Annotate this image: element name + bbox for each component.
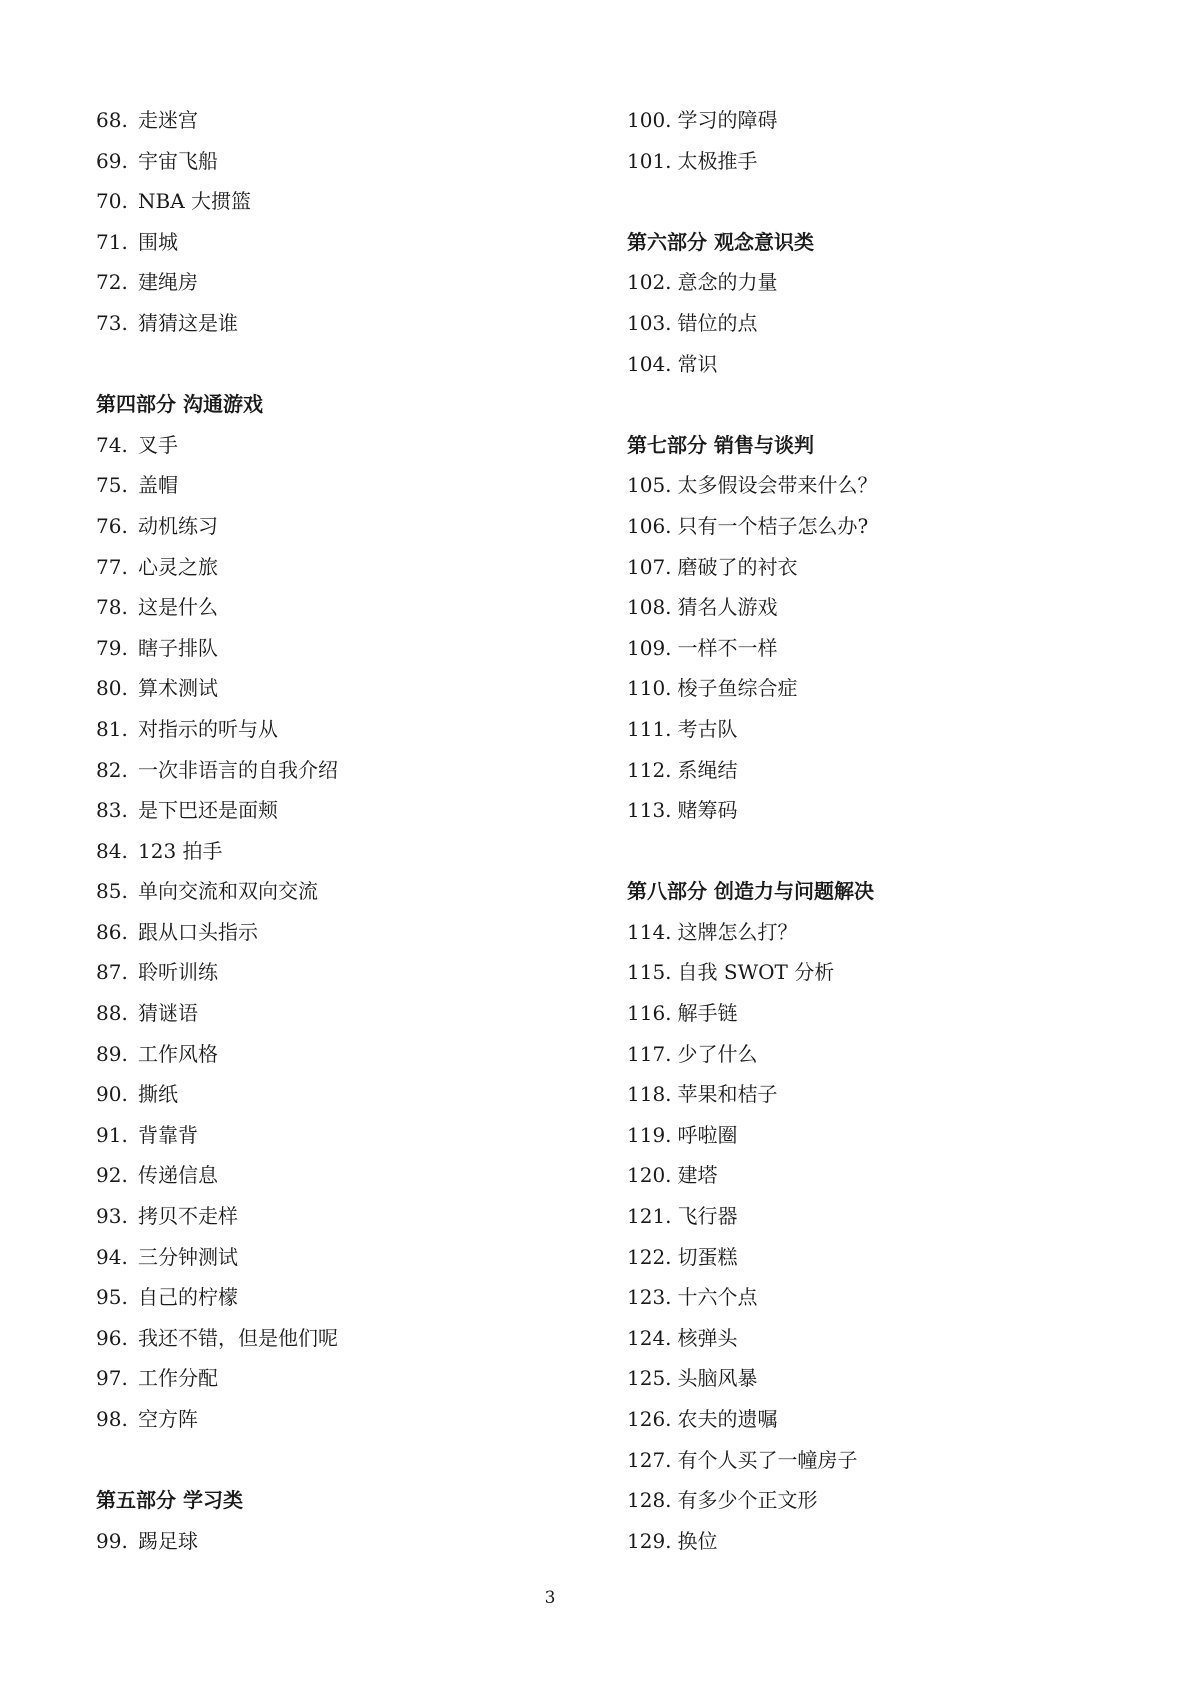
- spacer: [627, 384, 1147, 425]
- item-title: 太极推手: [677, 148, 758, 173]
- item-title: 猜猜这是谁: [138, 310, 238, 335]
- list-item: [96, 1358, 616, 1399]
- item-number: 118.: [627, 1082, 672, 1107]
- list-item: [96, 912, 616, 953]
- item-number: 102.: [627, 270, 672, 295]
- list-item: [627, 993, 1147, 1034]
- item-number: 70.: [96, 189, 128, 214]
- item-number: 111.: [627, 716, 672, 741]
- spacer: [96, 1440, 616, 1481]
- item-number: 69.: [96, 148, 128, 173]
- item-title: 换位: [677, 1528, 718, 1553]
- list-item: [627, 1358, 1147, 1399]
- item-title: 有个人买了一幢房子: [677, 1447, 858, 1472]
- item-number: 103.: [627, 310, 672, 335]
- list-item: [96, 1521, 616, 1562]
- spacer: [627, 831, 1147, 872]
- item-number: 100.: [627, 108, 672, 132]
- item-number: 113.: [627, 798, 672, 823]
- item-title: 猜名人游戏: [677, 595, 778, 620]
- item-title: 心灵之旅: [138, 554, 218, 579]
- list-item: [96, 587, 616, 628]
- item-number: 129.: [627, 1528, 672, 1553]
- list-item: [627, 547, 1147, 588]
- item-title: 赌筹码: [677, 798, 738, 823]
- item-title: 呼啦圈: [677, 1122, 738, 1147]
- item-title: 学习的障碍: [677, 108, 778, 132]
- item-title: 核弹头: [677, 1325, 738, 1350]
- item-number: 89.: [96, 1041, 128, 1066]
- item-title: 单向交流和双向交流: [138, 879, 318, 904]
- item-number: 77.: [96, 554, 128, 579]
- list-item: [96, 303, 616, 344]
- list-item: [96, 506, 616, 547]
- item-title: 切蛋糕: [677, 1244, 738, 1269]
- item-number: 125.: [627, 1366, 672, 1391]
- item-number: 99.: [96, 1528, 128, 1553]
- item-number: 101.: [627, 148, 672, 173]
- item-number: 119.: [627, 1122, 672, 1147]
- item-number: 115.: [627, 960, 672, 985]
- item-number: 108.: [627, 595, 672, 620]
- list-item: [627, 1237, 1147, 1278]
- item-number: 74.: [96, 432, 128, 457]
- list-item: [96, 790, 616, 831]
- list-item: [627, 1440, 1147, 1481]
- list-item: [627, 709, 1147, 750]
- item-title: 聆听训练: [138, 960, 218, 985]
- item-title: 意念的力量: [677, 270, 778, 295]
- item-title: 拷贝不走样: [138, 1204, 238, 1229]
- item-title: 传递信息: [138, 1163, 218, 1188]
- item-title: 工作风格: [138, 1041, 218, 1066]
- list-item: [96, 1318, 616, 1359]
- item-number: 112.: [627, 757, 672, 782]
- list-item: [627, 952, 1147, 993]
- item-number: 85.: [96, 879, 128, 904]
- item-number: 72.: [96, 270, 128, 295]
- section-heading: 第七部分 销售与谈判: [627, 432, 814, 457]
- item-number: 81.: [96, 716, 128, 741]
- item-title: 飞行器: [677, 1204, 738, 1229]
- item-title: 考古队: [677, 716, 738, 741]
- list-item: [96, 1399, 616, 1440]
- item-title: 头脑风暴: [677, 1366, 758, 1391]
- list-item: [627, 1034, 1147, 1075]
- item-title: 农夫的遗嘱: [677, 1407, 778, 1431]
- item-title: 这是什么: [138, 595, 218, 620]
- item-number: 78.: [96, 595, 128, 620]
- item-number: 76.: [96, 513, 128, 538]
- item-number: 73.: [96, 310, 128, 335]
- list-item: [96, 1237, 616, 1278]
- list-item: [627, 668, 1147, 709]
- item-title: 撕纸: [138, 1082, 178, 1107]
- list-item: [627, 262, 1147, 303]
- item-number: 106.: [627, 513, 672, 538]
- item-number: 109.: [627, 635, 672, 660]
- item-number: 90.: [96, 1082, 128, 1107]
- item-title: 空方阵: [138, 1407, 198, 1431]
- item-number: 75.: [96, 473, 128, 498]
- list-item: [627, 1074, 1147, 1115]
- item-title: 十六个点: [677, 1285, 758, 1310]
- list-item: [96, 547, 616, 588]
- item-number: 97.: [96, 1366, 128, 1391]
- list-item: [627, 303, 1147, 344]
- item-number: 79.: [96, 635, 128, 660]
- right-column: [627, 100, 1147, 1561]
- item-number: 94.: [96, 1244, 128, 1269]
- list-item: [627, 1399, 1147, 1440]
- item-number: 95.: [96, 1285, 128, 1310]
- item-title: 我还不错，但是他们呢: [138, 1325, 338, 1350]
- item-number: 83.: [96, 798, 128, 823]
- list-item: [627, 1115, 1147, 1156]
- item-number: 123.: [627, 1285, 672, 1310]
- item-number: 84.: [96, 838, 128, 863]
- list-item: [627, 1318, 1147, 1359]
- item-number: 124.: [627, 1325, 672, 1350]
- spacer: [96, 344, 616, 385]
- item-title: 三分钟测试: [138, 1244, 238, 1269]
- item-number: 105.: [627, 473, 672, 498]
- item-number: 80.: [96, 676, 128, 701]
- list-item: [96, 993, 616, 1034]
- list-item: [96, 465, 616, 506]
- list-item: [96, 952, 616, 993]
- item-number: 92.: [96, 1163, 128, 1188]
- item-number: 104.: [627, 351, 672, 376]
- item-number: 91.: [96, 1122, 128, 1147]
- item-title: 梭子鱼综合症: [677, 676, 798, 701]
- item-title: 动机练习: [138, 513, 218, 538]
- item-number: 68.: [96, 108, 128, 132]
- list-item: [627, 465, 1147, 506]
- item-title: 走迷宫: [138, 108, 198, 132]
- item-title: 建塔: [677, 1163, 718, 1188]
- item-title: 少了什么: [677, 1041, 758, 1066]
- item-title: 系绳结: [677, 757, 738, 782]
- list-item: [96, 141, 616, 182]
- list-item: [96, 222, 616, 263]
- list-item: [627, 750, 1147, 791]
- item-title: 这牌怎么打？: [677, 919, 798, 944]
- item-title: 叉手: [138, 432, 178, 457]
- list-item: [96, 1034, 616, 1075]
- item-number: 86.: [96, 919, 128, 944]
- item-title: 有多少个正文形: [677, 1488, 818, 1513]
- item-number: 122.: [627, 1244, 672, 1269]
- list-item: [96, 262, 616, 303]
- item-number: 120.: [627, 1163, 672, 1188]
- item-title: 对指示的听与从: [138, 716, 278, 741]
- item-number: 110.: [627, 676, 672, 701]
- item-title: 太多假设会带来什么？: [677, 473, 878, 498]
- list-item: [627, 628, 1147, 669]
- item-title: 解手链: [677, 1001, 738, 1026]
- item-number: 126.: [627, 1407, 672, 1431]
- item-number: 82.: [96, 757, 128, 782]
- item-title: 工作分配: [138, 1366, 218, 1391]
- section-heading: 第六部分 观念意识类: [627, 229, 814, 254]
- item-title: 跟从口头指示: [138, 919, 258, 944]
- item-title: NBA 大掼篮: [138, 189, 251, 214]
- list-item: [627, 1277, 1147, 1318]
- item-title: 盖帽: [138, 473, 178, 498]
- item-title: 围城: [138, 229, 178, 254]
- item-number: 93.: [96, 1204, 128, 1229]
- item-number: 128.: [627, 1488, 672, 1513]
- item-title: 苹果和桔子: [677, 1082, 778, 1107]
- list-item: [627, 100, 1147, 141]
- list-item: [96, 628, 616, 669]
- item-title: 猜谜语: [138, 1001, 198, 1026]
- list-item: [96, 750, 616, 791]
- list-item: [96, 1074, 616, 1115]
- item-number: 71.: [96, 229, 128, 254]
- item-title: 宇宙飞船: [138, 148, 218, 173]
- list-item: [627, 344, 1147, 385]
- left-column: [96, 100, 616, 1561]
- item-title: 建绳房: [138, 270, 198, 295]
- item-title: 踢足球: [138, 1528, 198, 1553]
- list-item: [627, 1480, 1147, 1521]
- item-title: 是下巴还是面颊: [138, 798, 278, 823]
- list-item: [96, 1196, 616, 1237]
- spacer: [627, 181, 1147, 222]
- section-heading: 第八部分 创造力与问题解决: [627, 879, 874, 904]
- list-item: [96, 425, 616, 466]
- list-item: [627, 1521, 1147, 1562]
- page-number: 3: [544, 1588, 556, 1608]
- item-title: 123 拍手: [138, 838, 223, 863]
- item-title: 一次非语言的自我介绍: [138, 757, 338, 782]
- list-item: [96, 1155, 616, 1196]
- item-number: 127.: [627, 1447, 672, 1472]
- item-title: 自我 SWOT 分析: [677, 960, 835, 985]
- item-number: 117.: [627, 1041, 672, 1066]
- item-number: 121.: [627, 1204, 672, 1229]
- list-item: [96, 181, 616, 222]
- item-number: 96.: [96, 1325, 128, 1350]
- section-heading: 第四部分 沟通游戏: [96, 392, 263, 417]
- list-item: [627, 506, 1147, 547]
- list-item: [627, 587, 1147, 628]
- list-item: [627, 1196, 1147, 1237]
- item-title: 只有一个桔子怎么办?: [677, 513, 869, 538]
- item-title: 自己的柠檬: [138, 1285, 238, 1310]
- item-title: 背靠背: [138, 1122, 198, 1147]
- item-title: 瞎子排队: [138, 635, 218, 660]
- item-number: 116.: [627, 1001, 672, 1026]
- list-item: [627, 790, 1147, 831]
- item-title: 磨破了的衬衣: [677, 554, 798, 579]
- item-number: 107.: [627, 554, 672, 579]
- item-number: 88.: [96, 1001, 128, 1026]
- section-heading: 第五部分 学习类: [96, 1488, 243, 1513]
- list-item: [96, 668, 616, 709]
- item-title: 错位的点: [677, 310, 758, 335]
- list-item: [96, 871, 616, 912]
- list-item: [96, 1277, 616, 1318]
- list-item: [96, 831, 616, 872]
- list-item: [627, 141, 1147, 182]
- item-title: 一样不一样: [677, 635, 778, 660]
- item-number: 87.: [96, 960, 128, 985]
- list-item: [96, 1115, 616, 1156]
- list-item: [96, 709, 616, 750]
- item-number: 98.: [96, 1407, 128, 1431]
- list-item: [96, 100, 616, 141]
- item-title: 算术测试: [138, 676, 218, 701]
- item-title: 常识: [677, 351, 718, 376]
- list-item: [627, 1155, 1147, 1196]
- item-number: 114.: [627, 919, 672, 944]
- list-item: [627, 912, 1147, 953]
